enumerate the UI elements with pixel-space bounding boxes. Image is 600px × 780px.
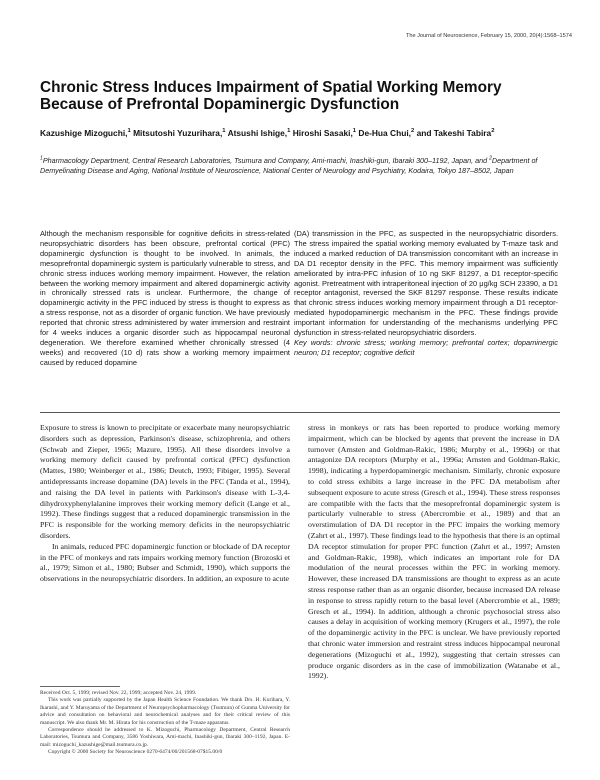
abstract-text: Although the mechanism responsible for cognitive deficits in stress-related neuropsychiatric disorders has been obscure, prefrontal cortical (PFC) dopaminergic dysfunction is thought to be involved. In animals, the mesoprefrontal dopaminergic system is particularly vulnerable to stress, and chronic stress induces working memory impairment. However, the relation between the working memory impairment and altered dopaminergic activity in chronically stressed rats is unclear. Furthermore, the change of dopaminergic activity in the PFC induced by stress is thought to express as a stress response, not as a disorder of organic function. We have previously reported that chronic stress administered by water immersion and restraint for 4 weeks induces a organic disorder such as hippocampal neuronal degeneration. We therefore examined whether chronically stressed (4 weeks) and recovered (10 d) rats show a working memory impairment caused by reduced dopamine [40, 229, 290, 367]
article-title [40, 79, 560, 113]
author-name: and Takeshi Tabira [416, 128, 492, 138]
author-name: Kazushige Mizoguchi, [40, 128, 128, 138]
abstract-right-column [294, 229, 558, 358]
body-paragraph: In animals, reduced PFC dopaminergic function or blockade of DA receptor in the PFC of monkeys and rats impairs working memory function (Brozoski et al., 1979; Simon et al., 1980; Bubser and Schmidt, 1990), which supports the observations in the neuropsychiatric disorders. In addition, an exposure to acute [40, 541, 290, 584]
title-line-1: Chronic Stress Induces Impairment of Spatial Working Memory [40, 79, 502, 96]
footnotes [40, 690, 290, 757]
author-name: Atsushi Ishige, [227, 128, 288, 138]
author-affiliation-mark: 2 [491, 128, 495, 135]
body-right-column [308, 423, 560, 682]
affiliation-1: Pharmacology Department, Central Research Laboratories, Tsumura and Company, Ami-machi, Inashiki-gun, Ibaraki 300–1192, Japan, and [42, 156, 488, 165]
abstract-left-column [40, 229, 290, 368]
section-divider [40, 412, 560, 413]
author-name: Mitsutoshi Yuzurihara, [133, 128, 223, 138]
footnote-copyright: Copyright © 2000 Society for Neuroscience 0270-6474/00/201568-07$15.00/0 [48, 749, 223, 756]
footnote-received: Received Oct. 5, 1999; revised Nov. 22, 1999; accepted Nov. 24, 1999. [40, 690, 197, 696]
body-paragraph: stress in monkeys or rats has been reported to produce working memory impairment, which can be blocked by agents that prevent the increase in DA turnover (Arnsten and Goldman-Rakic, 1986; Murphy et al., 1996b) or that antagonize DA receptors (Murphy et al., 1996a; Arnsten and Goldman-Rakic, 1998), indicating a hyperdopaminergic mechanism. Similarly, chronic exposure to cold stress exhibits a large increase in the PFC DA metabolism after subsequent exposure to acute stress (Gresch et al., 1994). These stress responses are compatible with the facts that the mesoprefrontal dopaminergic system is particularly vulnerable to stress (Abercrombie et al., 1989) and that an overstimulation of DA D1 receptor in the PFC impairs the working memory (Zahrt et al., 1997). These findings lead to the hypothesis that there is an optimal DA receptor stimulation for proper PFC function (Zahrt et al., 1997; Arnsten and Goldman-Rakic, 1998), which indicates an important role for DA modulation of the neural processes within the PFC in working memory. However, these increased DA transmissions are thought to express as an acute stress response rather than as an organic disorder, because increased DA release in response to stress rapidly return to the basal level (Abercrombie et al., 1989; Gresch et al., 1994). In addition, although a chronic psychosocial stress also causes a delay in acquisition of working memory (Krugers et al., 1997), the role of the dopaminergic activity in the PFC is unclear. We have previously reported that chronic water immersion and restraint stress induces hippocampal neuronal degenerations (Mizoguchi et al., 1992), suggesting that certain stresses can produce organic disorders as in the case of immobilization (Watanabe et al., 1992). [308, 423, 560, 681]
author-list [40, 127, 560, 139]
author-affiliation-mark: 1 [127, 128, 131, 135]
journal-citation: The Journal of Neuroscience, February 15, 2000, 20(4):1568–1574 [405, 33, 572, 39]
body-paragraph: Exposure to stress is known to precipitate or exacerbate many neuropsychiatric disorders such as depression, Parkinson's disease, schizophrenia, and others (Schwab and Zieper, 1965; Mazure, 1995). All these disorders involve a working memory deficit caused by prefrontal cortical (PFC) dysfunction (Mattes, 1980; Weinberger et al., 1986; Deutch, 1993; Fibiger, 1995). Several antidepressants increase dopamine (DA) levels in the PFC (Tanda et al., 1994), and raising the DA level in patients with Parkinson's disease with L-3,4-dihydroxyphenylalanine improves their working memory deficit (Lange et al., 1992). These findings suggest that a reduced dopaminergic transmission in the PFC is responsible for the working memory deficits in the neuropsychiatric disorders. [40, 423, 290, 540]
affiliation-mark: 1 [40, 155, 43, 162]
footnote-correspondence: Correspondence should be addressed to K. Mizoguchi, Pharmacology Department, Central Research Laboratories, Tsumura and Company, 3586 Yoshiwara, Ami-machi, Inashiki-gun, Ibaraki 300–1192, Japan. E-mail: mizoguchi_kazushige@mail.tsumura.co.jp. [40, 727, 290, 748]
footnote-support: This work was partially supported by the Japan Health Science Foundation. We thank Drs. H. Kurihara, Y. Ikarashi, and Y. Maruyama of the Department of Neuropsychopharmacology (Tsumura) of Gunma University for advice and consultation on behavioral and neurochemical analyses and for their critical review of this manuscript. We also thank Mr. M. Hirata for his construction of the T-maze apparatus. [40, 697, 290, 726]
author-affiliation-mark: 1 [352, 128, 357, 135]
body-left-column [40, 423, 290, 585]
affiliation-2: Department of Demyelinating Disease and Aging, National Institute of Neuroscience, National Center of Neurology and Psychiatry, Kodaira, Tokyo 187–8502, Japan [40, 156, 538, 176]
footnote-divider [40, 686, 120, 687]
author-affiliation-mark: 1 [222, 128, 226, 135]
author-name: De-Hua Chui, [358, 128, 411, 138]
keywords: Key words: chronic stress; working memory; prefrontal cortex; dopaminergic neuron; D1 receptor; cognitive deficit [294, 337, 558, 357]
title-line-2: Because of Prefrontal Dopaminergic Dysfunction [40, 96, 400, 113]
author-affiliation-mark: 2 [410, 128, 415, 135]
affiliation-mark: 2 [489, 155, 492, 162]
author-name: Hiroshi Sasaki, [292, 128, 353, 138]
affiliations [40, 156, 560, 176]
author-affiliation-mark: 1 [287, 128, 291, 135]
abstract-text: (DA) transmission in the PFC, as suspected in the neuropsychiatric disorders. The stress impaired the spatial working memory evaluated by T-maze task and induced a marked reduction of DA transmission concomitant with an increase in DA D1 receptor density in the PFC. This memory impairment was sufficiently ameliorated by intra-PFC infusion of 10 ng SKF 81297, a D1 receptor-specific agonist. Pretreatment with intraperitoneal injection of 20 μg/kg SCH 23390, a D1 receptor antagonist, reversed the SKF 81297 response. These results indicate that chronic stress induces working memory impairment through a D1 receptor-mediated hypodopaminergic mechanism in the PFC. These findings provide important information for understanding of the mechanisms underlying PFC dysfunction in stress-related neuropsychiatric disorders. [294, 229, 558, 338]
